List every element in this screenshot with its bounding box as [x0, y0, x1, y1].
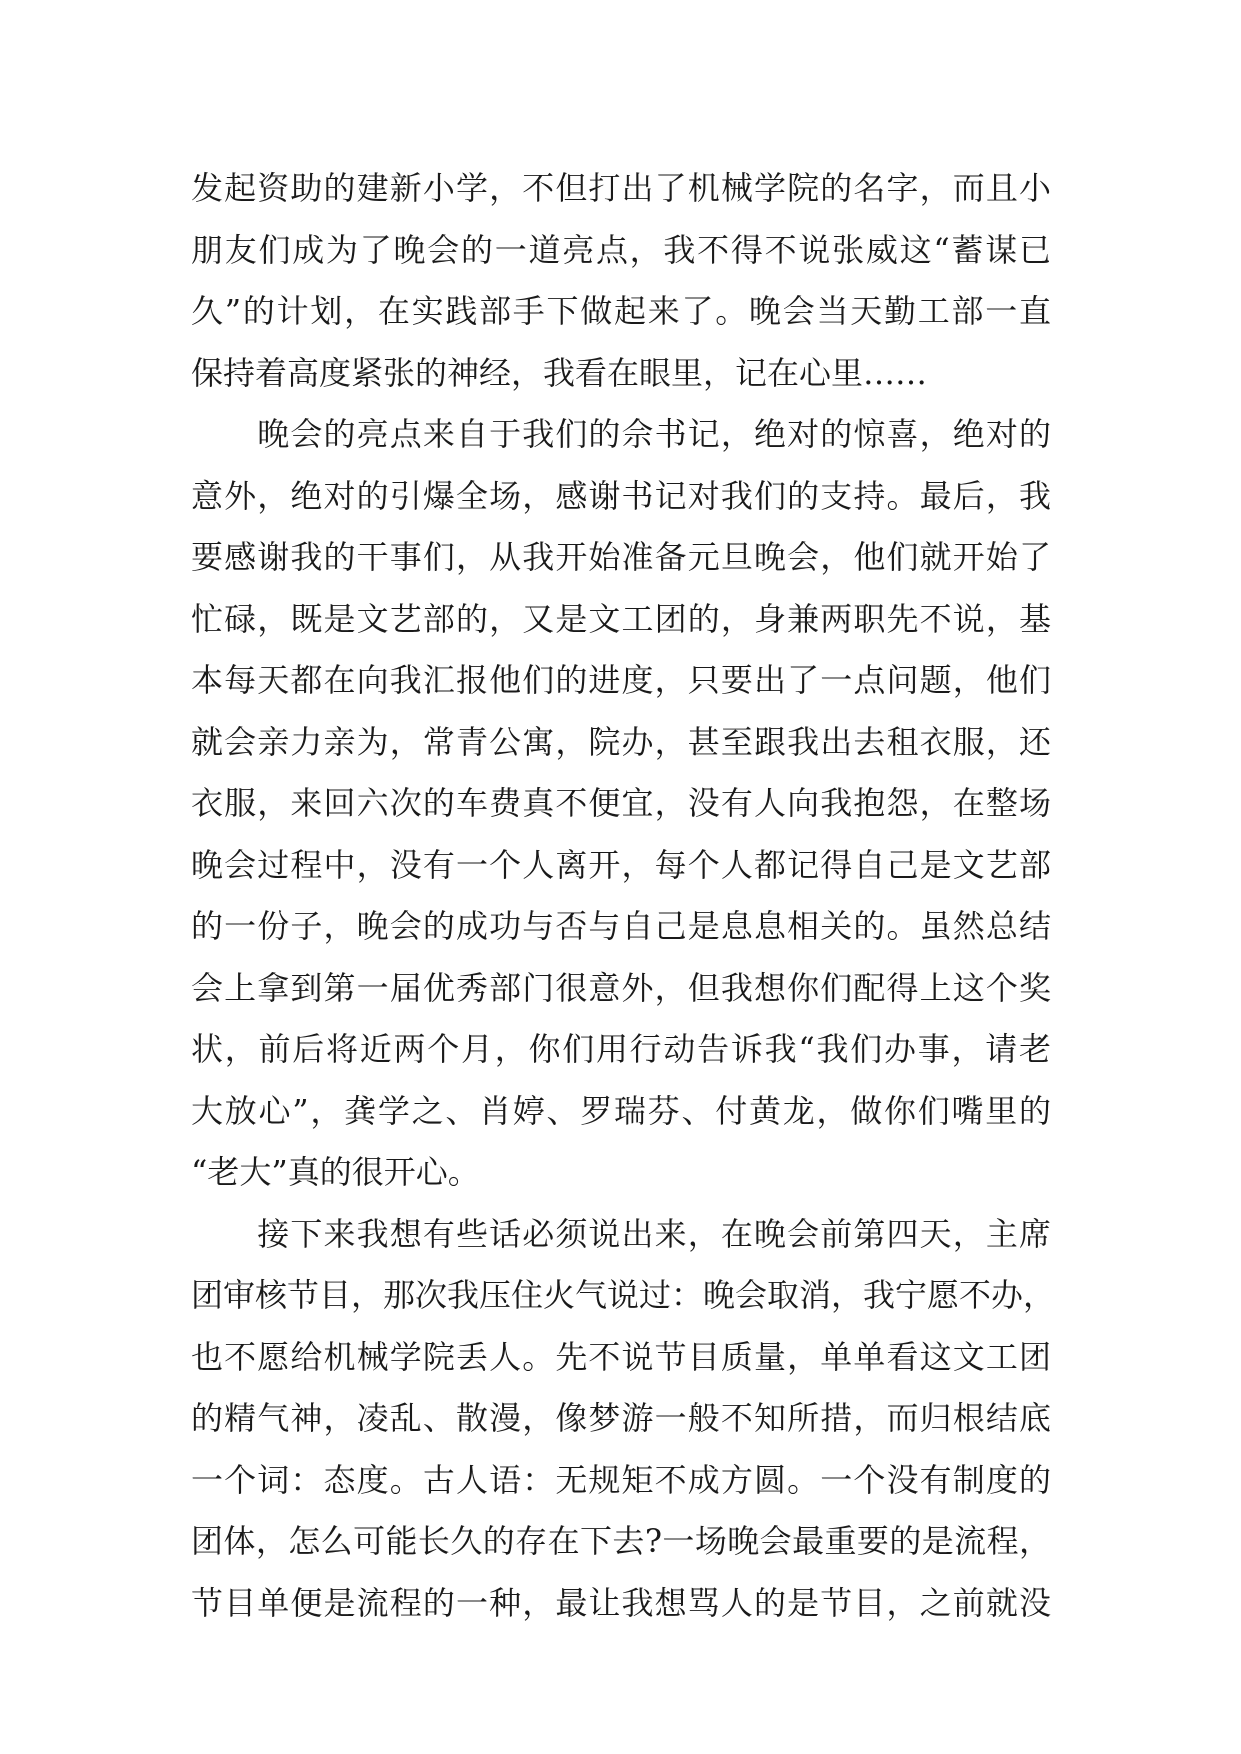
text-line: 团审核节目，那次我压住火气说过：晚会取消，我宁愿不办，	[191, 1276, 1056, 1314]
text-line: 久”的计划，在实践部手下做起来了。晚会当天勤工部一直	[191, 292, 1051, 330]
text-line: 要感谢我的干事们，从我开始准备元旦晚会，他们就开始了	[191, 538, 1051, 576]
text-line: 意外，绝对的引爆全场，感谢书记对我们的支持。最后，我	[191, 476, 1051, 515]
paragraph-2	[191, 404, 1051, 1204]
text-line: 一个词：态度。古人语：无规矩不成方圆。一个没有制度的	[191, 1460, 1051, 1499]
text-line: 团体，怎么可能长久的存在下去?一场晚会最重要的是流程，	[191, 1522, 1051, 1560]
text-line: 忙碌，既是文艺部的，又是文工团的，身兼两职先不说，基	[191, 599, 1051, 638]
text-line: 的一份子，晚会的成功与否与自己是息息相关的。虽然总结	[191, 907, 1051, 945]
body-text	[191, 158, 1056, 1634]
text-line: 朋友们成为了晚会的一道亮点，我不得不说张威这“蓄谋已	[191, 230, 1051, 269]
paragraph-3	[191, 1204, 1056, 1635]
text-line: 保持着高度紧张的神经，我看在眼里，记在心里……	[191, 353, 928, 392]
text-line: 就会亲力亲为，常青公寓，院办，甚至跟我出去租衣服，还	[191, 722, 1051, 761]
text-line: 发起资助的建新小学，不但打出了机械学院的名字，而且小	[191, 169, 1051, 207]
text-line: 状，前后将近两个月，你们用行动告诉我“我们办事，请老	[191, 1030, 1051, 1068]
text-line: 本每天都在向我汇报他们的进度，只要出了一点问题，他们	[191, 661, 1051, 699]
text-line: 晚会的亮点来自于我们的佘书记，绝对的惊喜，绝对的	[191, 415, 1051, 453]
text-line: 节目单便是流程的一种，最让我想骂人的是节目，之前就没	[191, 1583, 1051, 1622]
text-line: 接下来我想有些话必须说出来，在晚会前第四天，主席	[191, 1214, 1051, 1253]
text-line: 大放心”，龚学之、肖婷、罗瑞芬、付黄龙，做你们嘴里的	[191, 1091, 1051, 1130]
text-line: 晚会过程中，没有一个人离开，每个人都记得自己是文艺部	[191, 845, 1051, 884]
text-line: 的精气神，凌乱、散漫，像梦游一般不知所措，而归根结底	[191, 1399, 1051, 1437]
paragraph-1	[191, 158, 1051, 404]
text-line: 衣服，来回六次的车费真不便宜，没有人向我抱怨，在整场	[191, 784, 1051, 822]
text-line: “老大”真的很开心。	[191, 1153, 480, 1191]
text-line: 也不愿给机械学院丢人。先不说节目质量，单单看这文工团	[191, 1337, 1051, 1376]
text-line: 会上拿到第一届优秀部门很意外，但我想你们配得上这个奖	[191, 968, 1051, 1007]
